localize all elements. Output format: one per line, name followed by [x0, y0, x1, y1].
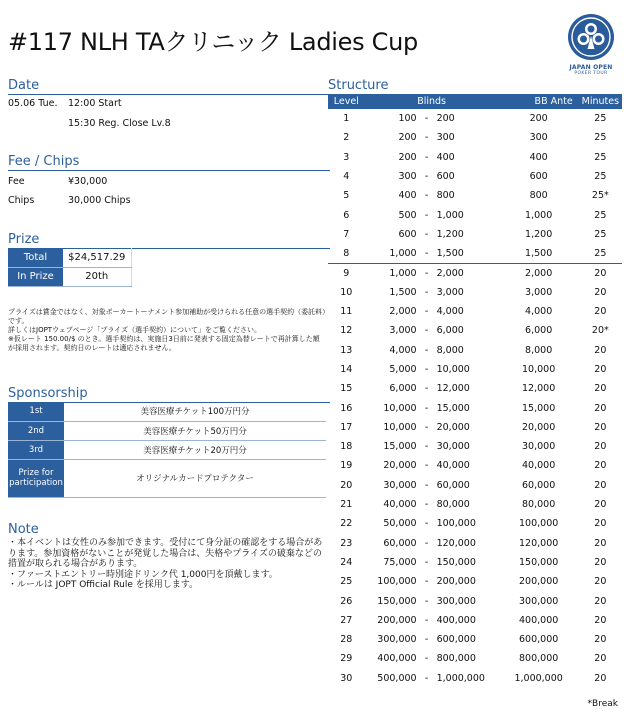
blind-separator: -: [424, 634, 429, 646]
blind-separator: -: [424, 595, 429, 607]
prize-table: [8, 248, 132, 287]
blinds-cell: [365, 283, 499, 302]
big-blind: 2,000: [436, 267, 464, 279]
table-row: [328, 321, 622, 340]
big-blind: 150,000: [436, 556, 476, 568]
logo-text-top: JAPAN OPEN: [569, 64, 613, 71]
page-title: #117 NLH TAクリニック Ladies Cup: [8, 28, 418, 56]
level-cell: 1: [343, 113, 350, 125]
minutes-cell: 25: [594, 228, 607, 240]
blinds-cell: [365, 534, 499, 553]
minutes-cell: 25: [594, 151, 607, 163]
sponsor-rank: 3rd: [8, 440, 64, 459]
small-blind: 75,000: [383, 556, 417, 568]
blind-separator: -: [424, 653, 429, 665]
blind-separator: -: [424, 228, 429, 240]
table-row: [328, 148, 622, 167]
fine-line: 詳しくはJOPTウェブページ「プライズ（選手契約）について」をご覧ください。: [8, 326, 261, 334]
blind-separator: -: [424, 209, 429, 221]
club-icon: [566, 12, 616, 62]
minutes-cell: 20: [594, 634, 607, 646]
big-blind: 1,500: [436, 247, 464, 259]
sponsor-row: [8, 402, 326, 421]
structure-header-row: [328, 94, 622, 109]
prize-total-label: Total: [8, 248, 63, 267]
minutes-cell: 20: [594, 653, 607, 665]
blind-separator: -: [424, 614, 429, 626]
level-cell: 18: [340, 441, 353, 453]
big-blind: 8,000: [436, 344, 464, 356]
ante-cell: 3,000: [525, 286, 553, 298]
note-line: ・ルールは JOPT Official Rule を採用します。: [8, 580, 199, 590]
big-blind: 200,000: [436, 576, 476, 588]
minutes-cell: 25: [579, 244, 622, 263]
sponsor-rank: 1st: [8, 402, 64, 421]
table-row: [328, 244, 622, 263]
blinds-cell: [365, 514, 499, 533]
big-blind: 1,200: [436, 228, 464, 240]
level-cell: 8: [328, 244, 365, 263]
blind-separator: -: [424, 383, 429, 395]
big-blind: 30,000: [436, 441, 470, 453]
small-blind: 1,000: [389, 247, 417, 259]
table-row: [328, 553, 622, 572]
table-row: [328, 341, 622, 360]
small-blind: 400,000: [377, 653, 417, 665]
table-row: [328, 205, 622, 224]
level-cell: 23: [340, 537, 353, 549]
ante-cell: 20,000: [522, 421, 556, 433]
col-blinds: Blinds: [365, 94, 499, 109]
ante-cell: 15,000: [522, 402, 556, 414]
blinds-cell: [365, 456, 499, 475]
minutes-cell: 20: [594, 595, 607, 607]
level-cell: 21: [340, 499, 353, 511]
note-body: [8, 538, 324, 591]
blind-separator: -: [424, 537, 429, 549]
minutes-cell: 20: [594, 306, 607, 318]
sponsor-row: [8, 459, 326, 497]
blind-separator: -: [424, 556, 429, 568]
small-blind: 500: [398, 209, 417, 221]
big-blind: 12,000: [436, 383, 470, 395]
table-row: [328, 669, 622, 688]
ante-cell: 400: [529, 151, 548, 163]
blinds-cell: [365, 341, 499, 360]
blind-separator: -: [424, 171, 429, 183]
blinds-cell: [365, 263, 499, 282]
small-blind: 50,000: [383, 518, 417, 530]
big-blind: 15,000: [436, 402, 470, 414]
sponsor-rank: Prize for participation: [8, 459, 64, 497]
big-blind: 4,000: [436, 306, 464, 318]
table-row: [328, 456, 622, 475]
col-bb-ante: BB Ante: [499, 94, 579, 109]
ante-cell: 800,000: [519, 653, 559, 665]
big-blind: 80,000: [436, 499, 470, 511]
blind-separator: -: [424, 460, 429, 472]
level-cell: 17: [340, 421, 353, 433]
ante-cell: 300: [529, 132, 548, 144]
blinds-cell: [365, 591, 499, 610]
small-blind: 1,000: [389, 267, 417, 279]
table-row: [328, 186, 622, 205]
small-blind: 100: [398, 113, 417, 125]
big-blind: 200: [436, 113, 455, 125]
level-cell: 2: [343, 132, 350, 144]
blinds-cell: [365, 611, 499, 630]
big-blind: 100,000: [436, 518, 476, 530]
sponsor-reward: 美容医療チケット20万円分: [64, 440, 326, 459]
sponsorship-heading: Sponsorship: [8, 386, 330, 403]
level-cell: 12: [340, 325, 353, 337]
blinds-cell: [365, 437, 499, 456]
ante-cell: 8,000: [525, 344, 553, 356]
note-line: ・本イベントは女性のみ参加できます。受付にて身分証の確認をする場合があります。参加資格がないことが発覚した場合は、失格やプライズの破棄などの措置が取られる場合があります。: [8, 538, 323, 569]
minutes-cell: 20: [594, 556, 607, 568]
level-cell: 11: [340, 306, 353, 318]
date-reg-close: 15:30 Reg. Close Lv.8: [68, 118, 171, 129]
table-row: [328, 302, 622, 321]
level-cell: 3: [343, 151, 350, 163]
blinds-cell: [365, 553, 499, 572]
minutes-cell: 25: [594, 113, 607, 125]
blind-separator: -: [424, 113, 429, 125]
table-row: [328, 283, 622, 302]
small-blind: 60,000: [383, 537, 417, 549]
minutes-cell: 20: [594, 267, 607, 279]
blinds-cell: [365, 398, 499, 417]
blind-separator: -: [424, 325, 429, 337]
ante-cell: 1,500: [499, 244, 579, 263]
big-blind: 800: [436, 190, 455, 202]
blinds-cell: [365, 476, 499, 495]
minutes-cell: 20: [594, 364, 607, 375]
ante-cell: 10,000: [522, 364, 556, 375]
level-cell: 10: [340, 286, 353, 298]
minutes-cell: 20: [594, 518, 607, 530]
fine-line: プライズは賞金ではなく、対象ポーカートーナメント参加補助が受けられる任意の選手契約（委託料）です。: [8, 308, 326, 325]
note-heading: Note: [8, 522, 39, 537]
blind-separator: -: [424, 518, 429, 530]
minutes-cell: 20: [594, 286, 607, 298]
ante-cell: 40,000: [522, 460, 556, 472]
level-cell: 22: [340, 518, 353, 530]
level-cell: 14: [340, 364, 353, 375]
level-cell: 4: [343, 171, 350, 183]
small-blind: 1,500: [389, 286, 417, 298]
small-blind: 200,000: [377, 614, 417, 626]
blinds-cell: [365, 167, 499, 186]
small-blind: 4,000: [389, 344, 417, 356]
small-blind: 10,000: [383, 421, 417, 433]
minutes-cell: 25*: [591, 190, 609, 202]
table-row: [328, 534, 622, 553]
small-blind: 200: [398, 132, 417, 144]
big-blind: 120,000: [436, 537, 476, 549]
level-cell: 27: [340, 614, 353, 626]
big-blind: 400,000: [436, 614, 476, 626]
level-cell: 15: [340, 383, 353, 395]
level-cell: 29: [340, 653, 353, 665]
table-row: [328, 630, 622, 649]
minutes-cell: 20: [594, 479, 607, 491]
big-blind: 1,000: [436, 209, 464, 221]
table-row: [328, 572, 622, 591]
big-blind: 10,000: [436, 364, 470, 375]
table-row: [328, 379, 622, 398]
table-row: [328, 398, 622, 417]
big-blind: 400: [436, 151, 455, 163]
sponsor-reward: オリジナルカードプロテクター: [64, 459, 326, 497]
table-row: [328, 225, 622, 244]
date-start: 12:00 Start: [68, 98, 122, 109]
minutes-cell: 20*: [591, 325, 609, 337]
small-blind: 150,000: [377, 595, 417, 607]
table-row: [328, 360, 622, 379]
blind-separator: -: [424, 441, 429, 453]
prize-inprize-row: [8, 267, 131, 286]
prize-inprize-value: 20th: [63, 267, 131, 286]
level-cell: 20: [340, 479, 353, 491]
ante-cell: 300,000: [519, 595, 559, 607]
minutes-cell: 25: [594, 209, 607, 221]
ante-cell: 600,000: [519, 634, 559, 646]
ante-cell: 800: [529, 190, 548, 202]
sponsor-row: [8, 421, 326, 440]
small-blind: 10,000: [383, 402, 417, 414]
minutes-cell: 20: [594, 576, 607, 588]
blinds-cell: [365, 418, 499, 437]
level-cell: 5: [343, 190, 350, 202]
sponsor-reward: 美容医療チケット100万円分: [64, 402, 326, 421]
ante-cell: 12,000: [522, 383, 556, 395]
ante-cell: 400,000: [519, 614, 559, 626]
ante-cell: 30,000: [522, 441, 556, 453]
table-row: [328, 109, 622, 128]
sponsor-row: [8, 440, 326, 459]
table-row: [328, 437, 622, 456]
ante-cell: 1,000,000: [514, 672, 563, 684]
fine-line: ※仮レート 150.00/$ のとき。選手契約は、実施日3日前に発表する固定為替レートで再計算した額が採用されます。契約日のレートは適応されません。: [8, 335, 320, 352]
ante-cell: 1,000: [525, 209, 553, 221]
col-level: Level: [328, 94, 365, 109]
blinds-cell: [365, 205, 499, 224]
jopt-logo: [566, 12, 616, 78]
prize-total-row: [8, 248, 131, 267]
blind-separator: -: [424, 286, 429, 298]
blinds-cell: [365, 379, 499, 398]
chips-value: 30,000 Chips: [68, 195, 131, 206]
table-row: [328, 495, 622, 514]
small-blind: 2,000: [389, 306, 417, 318]
big-blind: 40,000: [436, 460, 470, 472]
ante-cell: 200: [529, 113, 548, 125]
table-row: [328, 418, 622, 437]
level-cell: 30: [340, 672, 353, 684]
structure-heading: Structure: [328, 78, 389, 93]
prize-inprize-label: In Prize: [8, 267, 63, 286]
blind-separator: -: [424, 421, 429, 433]
level-cell: 6: [343, 209, 350, 221]
small-blind: 20,000: [383, 460, 417, 472]
ante-cell: 1,200: [525, 228, 553, 240]
minutes-cell: 25: [594, 171, 607, 183]
blinds-cell: [365, 360, 499, 379]
table-row: [328, 611, 622, 630]
level-cell: 24: [340, 556, 353, 568]
prize-heading: Prize: [8, 232, 330, 249]
level-cell: 16: [340, 402, 353, 414]
big-blind: 6,000: [436, 325, 464, 337]
small-blind: 200: [398, 151, 417, 163]
minutes-cell: 20: [594, 614, 607, 626]
level-cell: 13: [340, 344, 353, 356]
small-blind: 5,000: [389, 364, 417, 375]
logo-text-bottom: POKER TOUR: [574, 71, 608, 76]
blind-separator: -: [424, 672, 429, 684]
table-row: [328, 591, 622, 610]
big-blind: 600: [436, 171, 455, 183]
fee-heading: Fee / Chips: [8, 154, 330, 171]
ante-cell: 80,000: [522, 499, 556, 511]
blind-separator: -: [424, 132, 429, 144]
blind-separator: -: [424, 190, 429, 202]
blinds-cell: [365, 649, 499, 668]
minutes-cell: 20: [594, 383, 607, 395]
big-blind: 20,000: [436, 421, 470, 433]
big-blind: 300: [436, 132, 455, 144]
blinds-cell: [365, 669, 499, 688]
small-blind: 30,000: [383, 479, 417, 491]
blind-separator: -: [424, 576, 429, 588]
small-blind: 6,000: [389, 383, 417, 395]
fee-label: Fee: [8, 176, 25, 187]
blinds-cell: [365, 572, 499, 591]
prize-total-value: $24,517.29: [63, 248, 131, 267]
blinds-cell: [365, 186, 499, 205]
table-row: [328, 128, 622, 147]
ante-cell: 200,000: [519, 576, 559, 588]
blinds-cell: [365, 630, 499, 649]
sponsor-rank: 2nd: [8, 421, 64, 440]
minutes-cell: 20: [594, 402, 607, 414]
minutes-cell: 20: [594, 460, 607, 472]
note-line: ・ファーストエントリー時別途ドリンク代 1,000円を頂戴します。: [8, 569, 278, 580]
ante-cell: 4,000: [525, 306, 553, 318]
small-blind: 400: [398, 190, 417, 202]
small-blind: 40,000: [383, 499, 417, 511]
ante-cell: 6,000: [525, 325, 553, 337]
minutes-cell: 20: [594, 499, 607, 511]
minutes-cell: 20: [594, 441, 607, 453]
small-blind: 3,000: [389, 325, 417, 337]
blinds-cell: [365, 244, 499, 263]
blind-separator: -: [424, 344, 429, 356]
date-day: 05.06 Tue.: [8, 98, 58, 109]
big-blind: 1,000,000: [436, 672, 485, 684]
ante-cell: 120,000: [519, 537, 559, 549]
minutes-cell: 20: [594, 672, 607, 684]
ante-cell: 60,000: [522, 479, 556, 491]
minutes-cell: 20: [594, 344, 607, 356]
blinds-cell: [365, 225, 499, 244]
blind-separator: -: [424, 364, 429, 375]
blinds-cell: [365, 128, 499, 147]
prize-fine-print: [8, 308, 326, 353]
blind-separator: -: [424, 306, 429, 318]
small-blind: 600: [398, 228, 417, 240]
minutes-cell: 25: [594, 132, 607, 144]
date-heading: Date: [8, 78, 330, 95]
blind-separator: -: [424, 267, 429, 279]
small-blind: 300,000: [377, 634, 417, 646]
ante-cell: 100,000: [519, 518, 559, 530]
table-row: [328, 263, 622, 282]
small-blind: 500,000: [377, 672, 417, 684]
small-blind: 15,000: [383, 441, 417, 453]
blinds-cell: [365, 495, 499, 514]
blinds-cell: [365, 109, 499, 128]
big-blind: 800,000: [436, 653, 476, 665]
blind-separator: -: [424, 479, 429, 491]
minutes-cell: 20: [594, 421, 607, 433]
blind-separator: -: [424, 247, 429, 259]
level-cell: 25: [340, 576, 353, 588]
sponsorship-table: [8, 402, 326, 498]
table-row: [328, 649, 622, 668]
level-cell: 26: [340, 595, 353, 607]
big-blind: 3,000: [436, 286, 464, 298]
level-cell: 28: [340, 634, 353, 646]
structure-table: [328, 94, 622, 688]
ante-cell: 2,000: [525, 267, 553, 279]
blind-separator: -: [424, 402, 429, 414]
col-minutes: Minutes: [579, 94, 622, 109]
ante-cell: 150,000: [519, 556, 559, 568]
level-cell: 19: [340, 460, 353, 472]
fee-value: ¥30,000: [68, 176, 108, 187]
ante-cell: 600: [529, 171, 548, 183]
minutes-cell: 20: [594, 537, 607, 549]
small-blind: 100,000: [377, 576, 417, 588]
blind-separator: -: [424, 499, 429, 511]
big-blind: 300,000: [436, 595, 476, 607]
table-row: [328, 167, 622, 186]
blinds-cell: [365, 148, 499, 167]
level-cell: 9: [343, 267, 350, 279]
break-note: *Break: [587, 699, 618, 709]
small-blind: 300: [398, 171, 417, 183]
table-row: [328, 514, 622, 533]
sponsor-reward: 美容医療チケット50万円分: [64, 421, 326, 440]
blinds-cell: [365, 321, 499, 340]
level-cell: 7: [343, 228, 350, 240]
chips-label: Chips: [8, 195, 35, 206]
big-blind: 600,000: [436, 634, 476, 646]
big-blind: 60,000: [436, 479, 470, 491]
table-row: [328, 476, 622, 495]
blind-separator: -: [424, 151, 429, 163]
blinds-cell: [365, 302, 499, 321]
